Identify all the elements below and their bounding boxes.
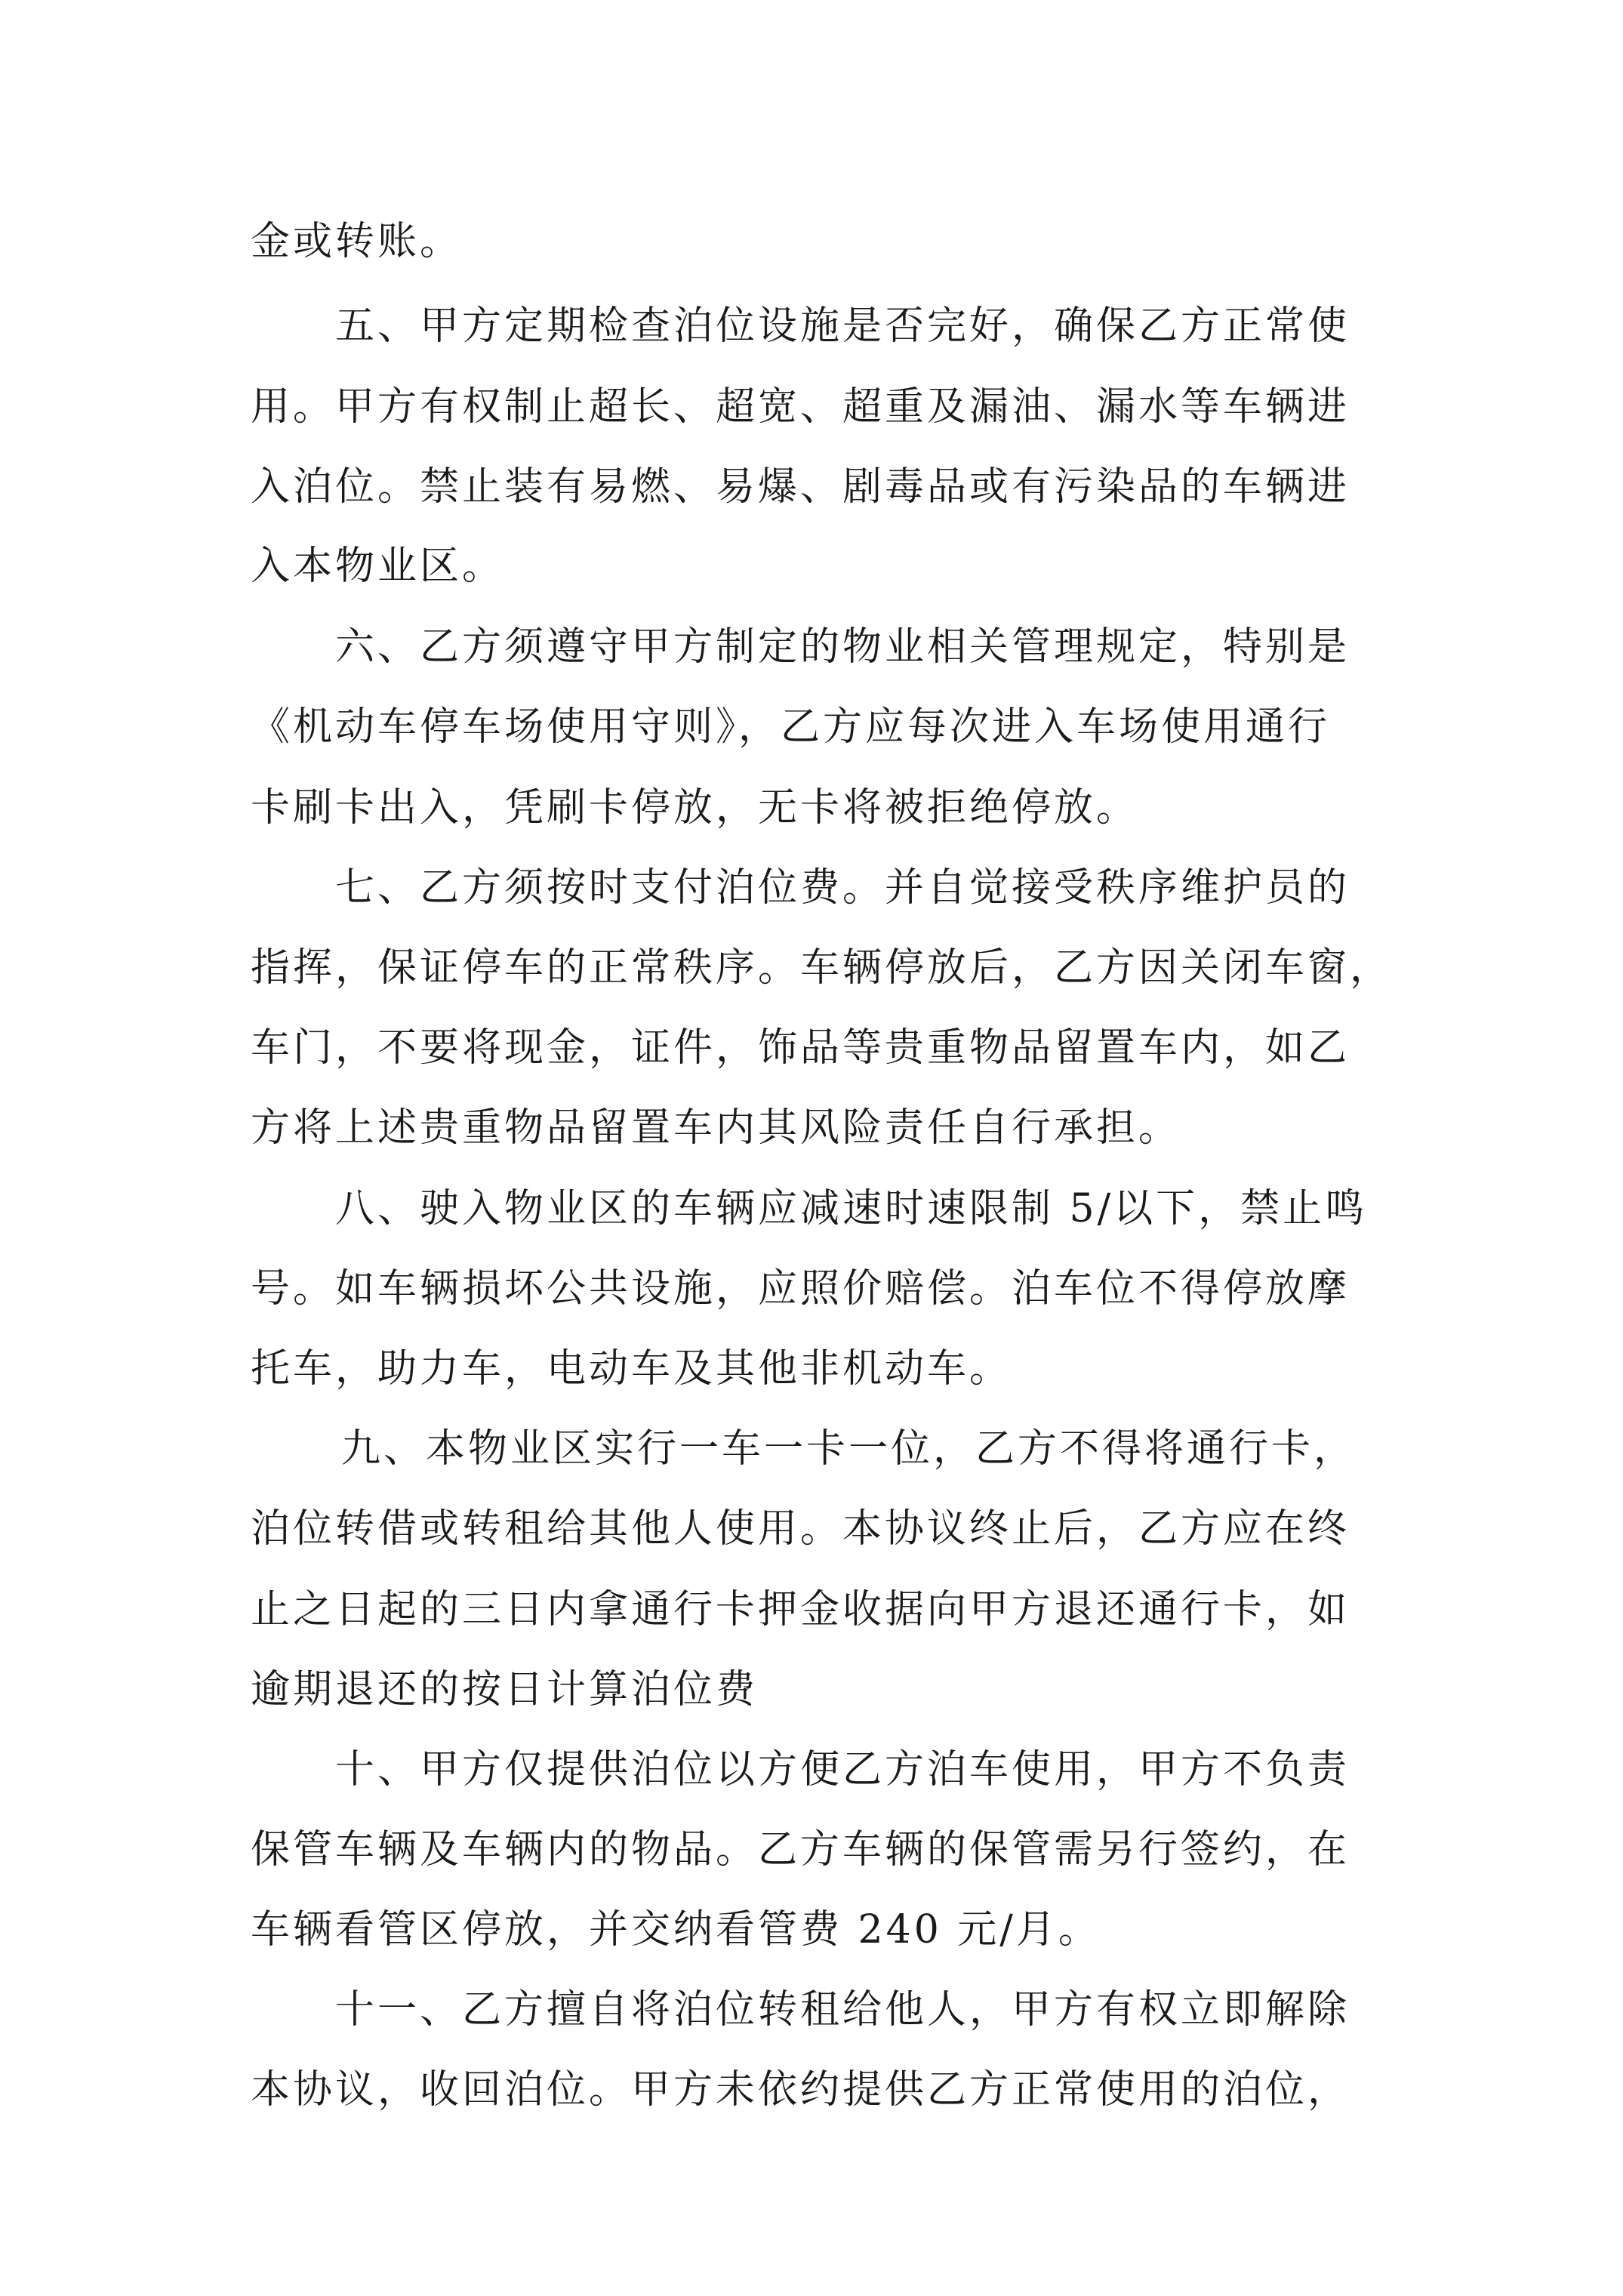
text-line: 止之日起的三日内拿通行卡押金收据向甲方退还通行卡，如 xyxy=(251,1587,1350,1632)
text-line: 六、乙方须遵守甲方制定的物业相关管理规定，特别是 xyxy=(335,624,1350,670)
text-line: 保管车辆及车辆内的物品。乙方车辆的保管需另行签约，在 xyxy=(251,1827,1350,1872)
text-line: 方将上述贵重物品留置车内其风险责任自行承担。 xyxy=(251,1105,1181,1151)
text-line: 七、乙方须按时支付泊位费。并自觉接受秩序维护员的 xyxy=(335,865,1350,911)
text-line: 本协议，收回泊位。甲方未依约提供乙方正常使用的泊位， xyxy=(251,2067,1350,2113)
text-line: 车辆看管区停放，并交纳看管费 240 元/月。 xyxy=(251,1907,1101,1952)
text-line: 号。如车辆损坏公共设施，应照价赔偿。泊车位不得停放摩 xyxy=(251,1266,1350,1311)
text-line: 金或转账。 xyxy=(251,219,463,264)
text-line: 五、甲方定期检查泊位设施是否完好，确保乙方正常使 xyxy=(335,304,1350,349)
text-line: 逾期退还的按日计算泊位费 xyxy=(251,1667,759,1712)
text-line: 入本物业区。 xyxy=(251,544,505,589)
text-line: 泊位转借或转租给其他人使用。本协议终止后，乙方应在终 xyxy=(251,1506,1350,1552)
text-line: 八、驶入物业区的车辆应减速时速限制 5/以下，禁止鸣 xyxy=(335,1186,1368,1231)
text-line: 九、本物业区实行一车一卡一位，乙方不得将通行卡， xyxy=(341,1426,1357,1472)
text-line: 入泊位。禁止装有易燃、易爆、剧毒品或有污染品的车辆进 xyxy=(251,464,1350,510)
text-line: 托车，助力车，电动车及其他非机动车。 xyxy=(251,1346,1012,1391)
text-line: 指挥，保证停车的正常秩序。车辆停放后，乙方因关闭车窗， xyxy=(251,945,1393,991)
text-line: 十一、乙方擅自将泊位转租给他人，甲方有权立即解除 xyxy=(335,1987,1350,2032)
text-line: 十、甲方仅提供泊位以方便乙方泊车使用，甲方不负责 xyxy=(335,1747,1350,1792)
text-line: 车门，不要将现金，证件，饰品等贵重物品留置车内，如乙 xyxy=(251,1025,1350,1071)
text-line: 卡刷卡出入，凭刷卡停放，无卡将被拒绝停放。 xyxy=(251,785,1139,831)
text-line: 用。甲方有权制止超长、超宽、超重及漏油、漏水等车辆进 xyxy=(251,384,1350,430)
text-line: 《机动车停车场使用守则》，乙方应每次进入车场使用通行 xyxy=(251,704,1331,750)
